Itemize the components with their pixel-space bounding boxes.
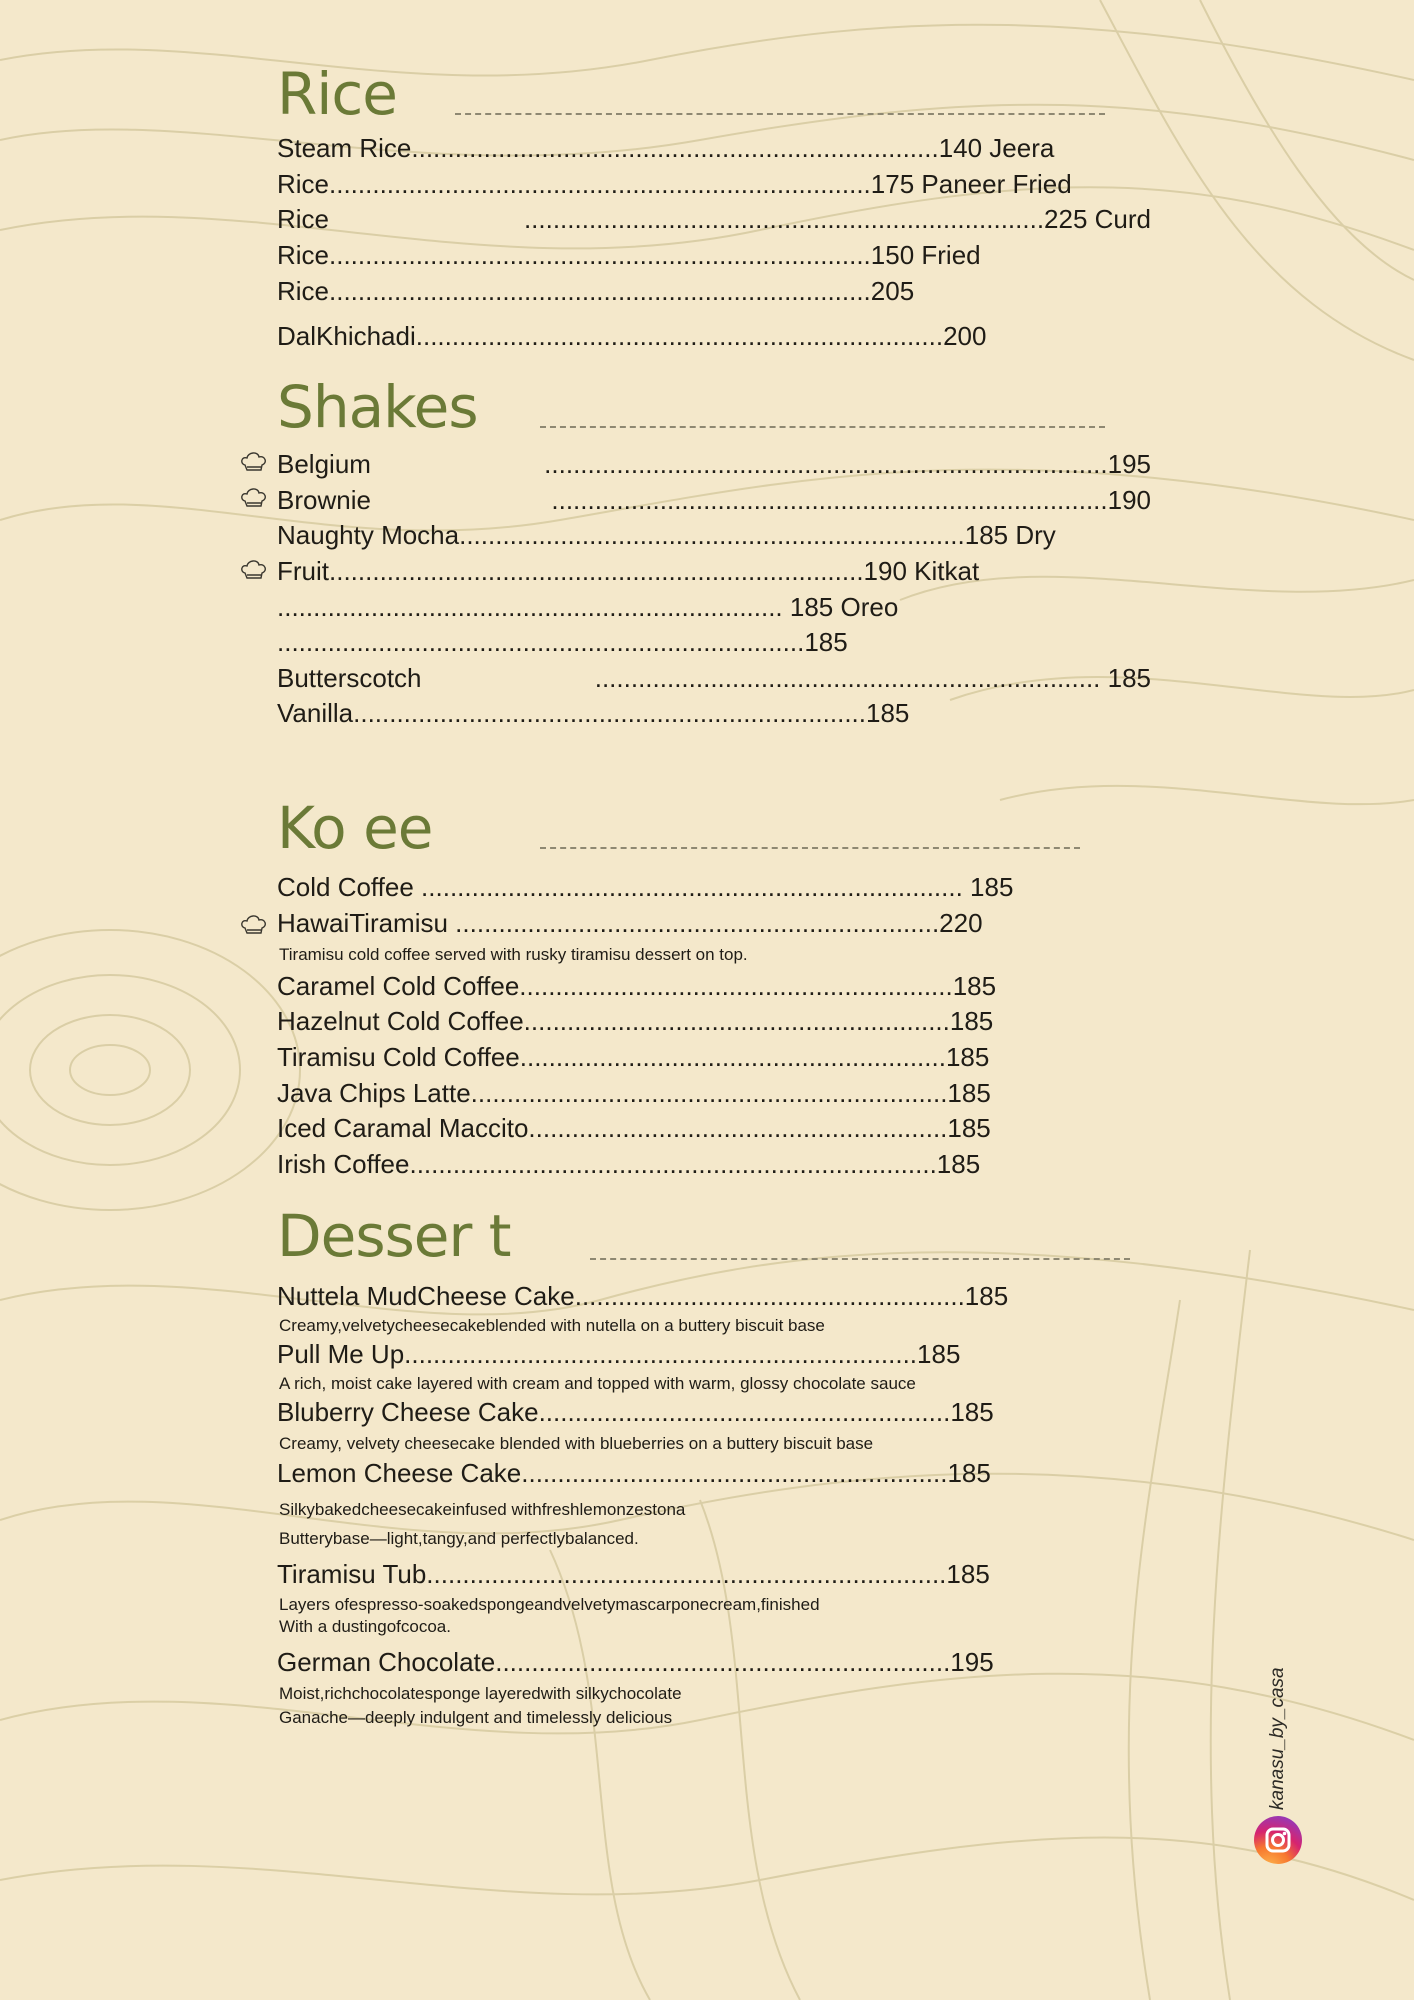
menu-item: Nuttela MudCheese Cake......................................................185	[277, 1281, 1009, 1311]
menu-line: Naughty Mocha......................................................................185 Dry	[277, 520, 1056, 550]
menu-item-description: Tiramisu cold coffee served with rusky tiramisu dessert on top.	[279, 945, 748, 964]
menu-item-description: Moist,richchocolatesponge layeredwith silkychocolate	[279, 1684, 682, 1703]
menu-line: Steam Rice.........................................................................140 Jeera	[277, 133, 1055, 163]
menu-item-description: A rich, moist cake layered with cream and topped with warm, glossy chocolate sauce	[279, 1374, 916, 1393]
menu-item: Iced Caramal Maccito..........................................................185	[277, 1113, 991, 1143]
chef-hat-icon	[240, 487, 268, 509]
menu-item: HawaiTiramisu ...................................................................220	[277, 908, 983, 938]
menu-item: Irish Coffee.........................................................................185	[277, 1149, 981, 1179]
menu-line: Brownie .............................................................................190	[277, 485, 1151, 515]
chef-hat-icon	[240, 451, 268, 473]
menu-line: Butterscotch ...................................................................... 185	[277, 663, 1151, 693]
menu-item: Bluberry Cheese Cake.........................................................185	[277, 1397, 994, 1427]
menu-item-description: Creamy,velvetycheesecakeblended with nutella on a buttery biscuit base	[279, 1316, 825, 1335]
menu-item: Pull Me Up.......................................................................185	[277, 1339, 961, 1369]
section-title-shakes: Shakes	[277, 373, 478, 441]
menu-line: Belgium ..............................................................................195	[277, 449, 1151, 479]
menu-item: German Chocolate...............................................................195	[277, 1647, 994, 1677]
instagram-glyph	[1254, 1816, 1302, 1864]
menu-line: Rice...........................................................................205	[277, 276, 915, 306]
menu-line: Rice...........................................................................175 Paneer Fried	[277, 169, 1072, 199]
menu-item-description: Creamy, velvety cheesecake blended with blueberries on a buttery biscuit base	[279, 1434, 874, 1453]
menu-item: Lemon Cheese Cake...........................................................185	[277, 1458, 991, 1488]
section-title-dessert: Desser t	[277, 1202, 511, 1270]
menu-line: .........................................................................185	[277, 627, 848, 657]
divider	[540, 847, 1080, 849]
menu-item: Tiramisu Cold Coffee...........................................................185	[277, 1042, 990, 1072]
divider	[540, 426, 1105, 428]
menu-item-description: With a dustingofcocoa.	[279, 1617, 451, 1636]
menu-item: Java Chips Latte..................................................................185	[277, 1078, 991, 1108]
section-title-rice: Rice	[277, 60, 397, 128]
menu-item: Caramel Cold Coffee............................................................185	[277, 971, 997, 1001]
menu-item-dalkhichadi: DalKhichadi.........................................................................200	[277, 321, 987, 351]
menu-item-description: Silkybakedcheesecakeinfused withfreshlemonzestona	[279, 1500, 686, 1519]
section-title-koffee: Ko ee	[277, 794, 433, 862]
menu-item: Tiramisu Tub........................................................................185	[277, 1559, 990, 1589]
menu-item: Hazelnut Cold Coffee...........................................................185	[277, 1006, 994, 1036]
chef-hat-icon	[240, 559, 268, 581]
menu-item-description: Layers ofespresso-soakedspongeandvelvetymascarponecream,finished	[279, 1595, 820, 1614]
chef-hat-icon	[240, 914, 268, 936]
menu-item: Cold Coffee ........................................................................... 185	[277, 872, 1014, 902]
menu-line: Vanilla.......................................................................185	[277, 698, 910, 728]
menu-line: ...................................................................... 185 Oreo	[277, 592, 899, 622]
divider	[455, 113, 1105, 115]
menu-item-description: Butterybase—light,tangy,and perfectlybalanced.	[279, 1529, 639, 1548]
menu-line: Rice...........................................................................150 Fried	[277, 240, 981, 270]
instagram-icon[interactable]	[1254, 1816, 1302, 1864]
instagram-handle[interactable]: kanasu_by_casa	[1267, 1667, 1288, 1810]
menu-line: Fruit..........................................................................190 Kitkat	[277, 556, 980, 586]
menu-line: Rice ........................................................................225 Curd	[277, 204, 1151, 234]
divider	[590, 1258, 1130, 1260]
menu-item-description: Ganache—deeply indulgent and timelessly delicious	[279, 1708, 673, 1727]
